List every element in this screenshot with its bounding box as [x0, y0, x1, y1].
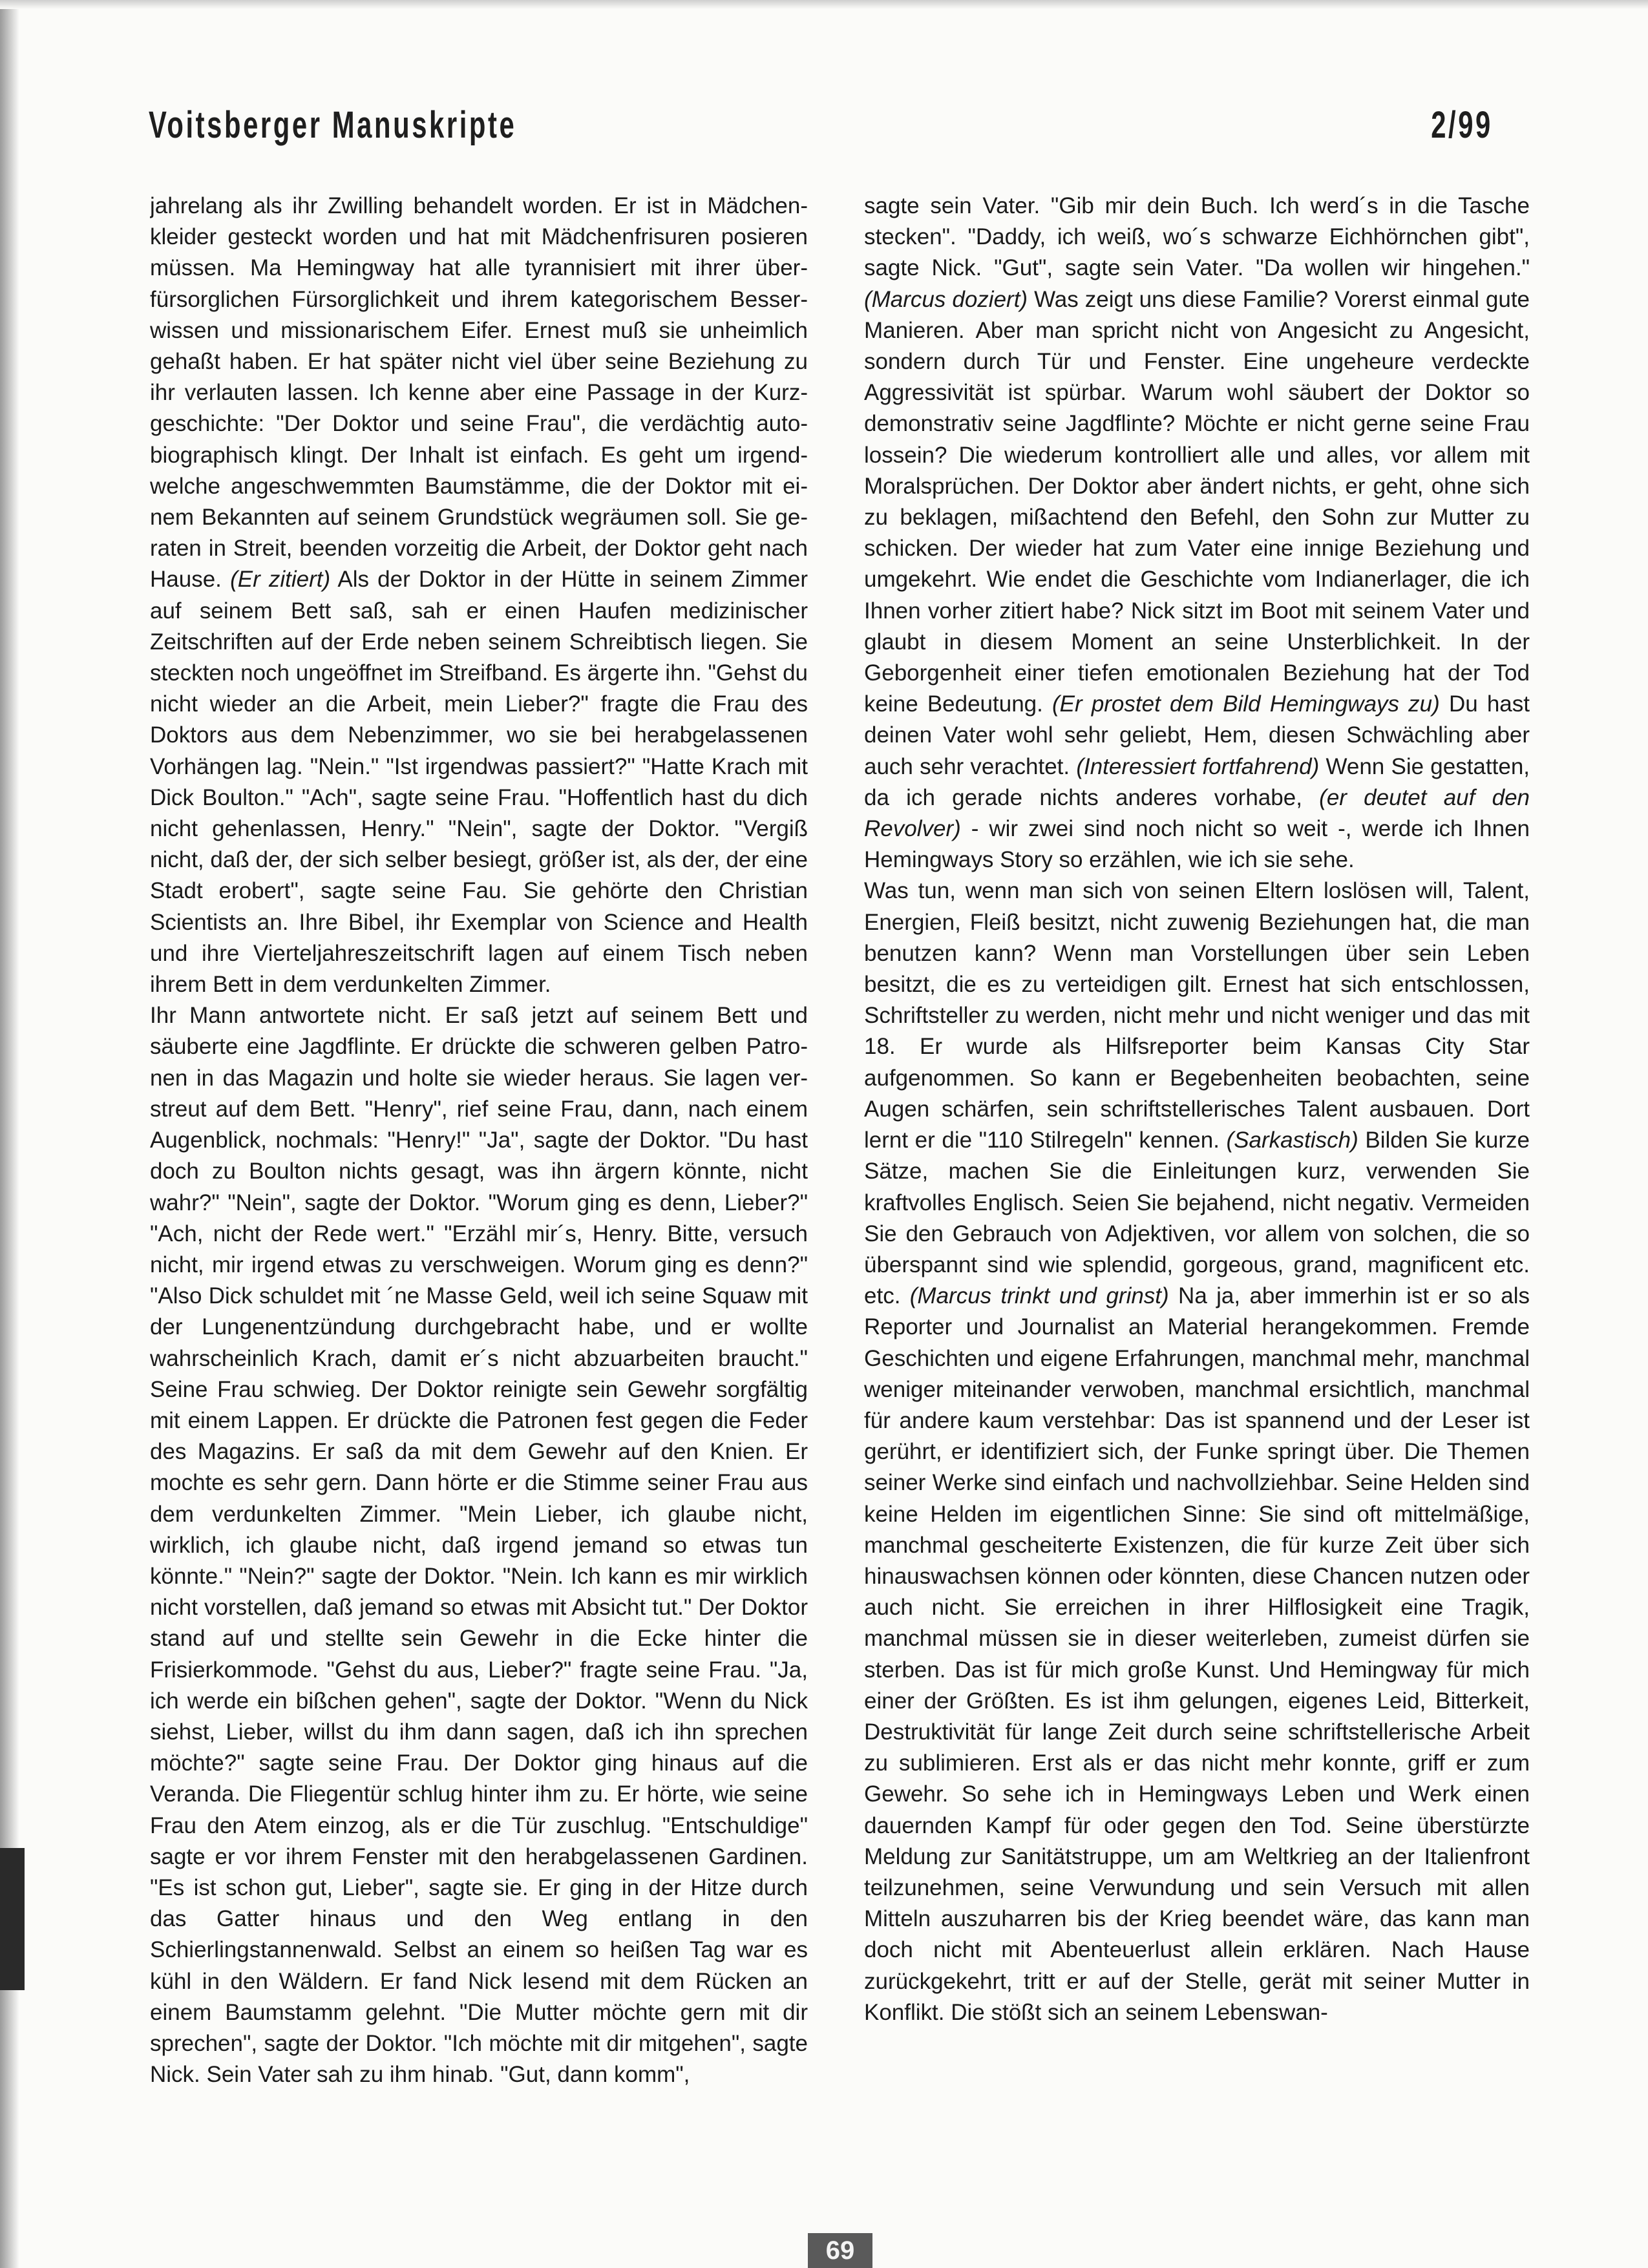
stage-direction: (Interessiert fortfahrend)	[1076, 753, 1320, 779]
stage-direction: (Er zitiert)	[230, 567, 331, 593]
text-run: Was tun, wenn man sich von seinen Eltern loslösen will, Talent, Energien, Fleiß besitzt, nicht zuwenig Beziehungen hat, die man benutzen kann? Wenn man Vorstellungen über sein Leben besitzt, die es zu verteidigen gilt. Ernest hat sich entschlossen, Schriftsteller zu werden, nicht mehr und nicht weniger und das mit 18. Er wurde als Hilfsreporter beim Kansas City Star aufgenommen. So kann er Begebenheiten beobachten, seine Augen schärfen, sein schriftstellerisches Talent ausbauen. Dort lernt er die "110 Stilregeln" kennen.	[864, 878, 1530, 1153]
stage-direction: (Marcus trinkt und grinst)	[909, 1283, 1169, 1309]
text-run: sagte sein Vater. "Gib mir dein Buch. Ich werd´s in die Tasche stecken". "Daddy, ich weiß, wo´s schwarze Eichhörnchen gibt", sagte Nick. "Gut", sagte sein Vater. "Da wollen wir hingehen."	[864, 193, 1530, 281]
paragraph	[864, 191, 1530, 876]
paragraph	[864, 876, 1530, 2028]
stage-direction: (Sarkastisch)	[1226, 1128, 1358, 1153]
page-number: 69	[825, 2236, 855, 2265]
text-run: jahrelang als ihr Zwilling behandelt worden. Er ist in Mädchenkleider gesteckt worden und hat mit Mädchenfrisuren posieren müssen. Ma Hemingway hat alle tyrannisiert mit ihrer überfürsorglichen Fürsorglichkeit und ihrem kategorischem Besserwissen und missionarischem Eifer. Ernest muß sie unheimlich gehaßt haben. Er hat später nicht viel über seine Beziehung zu ihr verlauten lassen. Ich kenne aber eine Passage in der Kurzgeschichte: "Der Doktor und seine Frau", die verdächtig autobiographisch klingt. Der Inhalt ist einfach. Es geht um irgendwelche angeschwemmten Baumstämme, die der Doktor mit einem Bekannten auf seinem Grundstück wegräumen soll. Sie geraten in Streit, beenden vorzeitig die Arbeit, der Doktor geht nach Hause.	[150, 193, 808, 593]
text-run: Als der Doktor in der Hütte in seinem Zimmer auf seinem Bett saß, sah er einen Haufen medizinischer Zeitschriften auf der Erde neben seinem Schreibtisch liegen. Sie steckten noch ungeöffnet im Streifband. Es ärgerte ihn. "Gehst du nicht wieder an die Arbeit, mein Lieber?" fragte die Frau des Doktors aus dem Nebenzimmer, wo sie bei herabgelassenen Vorhängen lag. "Nein." "Ist irgendwas passiert?" "Hatte Krach mit Dick Boulton." "Ach", sagte seine Frau. "Hoffentlich hast du dich nicht gehenlassen, Henry." "Nein", sagte der Doktor. "Vergiß nicht, daß der, der sich selber besiegt, größer ist, als der, der eine Stadt erobert", sagte seine Fau. Sie gehörte den Christian Scientists an. Ihre Bibel, ihr Exemplar von Science and Health und ihre Vierteljahreszeitschrift lagen auf einem Tisch neben ihrem Bett in dem verdunkelten Zimmer.	[150, 567, 808, 998]
issue-number: 2/99	[1431, 104, 1493, 146]
text-run: Na ja, aber immerhin ist er so als Reporter und Journalist an Material herangekommen. Fremde Geschichten und eigene Erfahrungen, manchmal mehr, manchmal weniger miteinander verwoben, manchmal ersichtlich, manchmal für andere kaum verstehbar: Das ist spannend und der Leser ist gerührt, er identifiziert sich, der Funke springt über. Die Themen seiner Werke sind einfach und nachvollziehbar. Seine Helden sind keine Helden im eigentlichen Sinne: Sie sind oft mittelmäßige, manchmal gescheiterte Existenzen, die für kurze Zeit über sich hinauswachsen können oder könnten, diese Chancen nutzen oder auch nicht. Sie erreichen in ihrer Hilflosigkeit eine Tragik, manchmal müssen sie in dieser weiterleben, zumeist dürfen sie sterben. Das ist für mich große Kunst. Und Hemingway für mich einer der Größten. Es ist ihm gelungen, eigenes Leid, Bitterkeit, Destruktivität für lange Zeit durch seine schriftstellerische Arbeit zu sublimieren. Erst als er das nicht mehr konnte, griff er zum Gewehr. So sehe ich in Hemingways Leben und Werk einen dauernden Kampf für oder gegen den Tod. Seine überstürzte Meldung zur Sanitätstruppe, um am Weltkrieg an der Italienfront teilzunehmen, seine Verwundung und sein Versuch mit allen Mitteln auszuharren bis der Krieg beendet wäre, das kann man doch nicht mit Abenteuerlust allein erklären. Nach Hause zurückgekehrt, tritt er auf der Stelle, gerät mit seiner Mutter in Konflikt. Die stößt sich an seinem Lebenswan-	[864, 1283, 1530, 2025]
journal-title: Voitsberger Manuskripte	[149, 104, 517, 146]
paragraph	[150, 191, 808, 1000]
page-number-box	[808, 2233, 872, 2268]
binding-mark	[0, 1848, 25, 1990]
text-run: Was zeigt uns diese Familie? Vorerst einmal gute Manieren. Aber man spricht nicht von Angesicht zu Angesicht, sondern durch Tür und Fenster. Eine ungeheure verdeckte Aggressivität ist spürbar. Warum wohl säubert der Doktor so demonstrativ seine Jagdflinte? Möchte er nicht gerne seine Frau lossein? Die wiederum kontrolliert alle und alles, vor allem mit Moralsprüchen. Der Doktor aber ändert nichts, er geht, ohne sich zu beklagen, mißachtend den Befehl, den Sohn zur Mutter zu schicken. Der wieder hat zum Vater eine innige Beziehung und umgekehrt. Wie endet die Geschichte vom Indianerlager, die ich Ihnen vorher zitiert habe? Nick sitzt im Boot mit seinem Vater und glaubt in diesem Moment an seine Unsterblichkeit. In der Geborgenheit einer tiefen emotionalen Beziehung hat der Tod keine Bedeutung.	[864, 286, 1530, 717]
text-run: Bilden Sie kurze Sätze, machen Sie die Einleitungen kurz, verwenden Sie kraftvolles Englisch. Seien Sie bejahend, nicht negativ. Vermeiden Sie den Gebrauch von Adjektiven, vor allem von solchen, die so überspannt sind wie splendid, gorgeous, grand, magnificent etc. etc.	[864, 1128, 1530, 1309]
stage-direction: (Marcus doziert)	[864, 286, 1028, 312]
stage-direction: (Er prostet dem Bild Hemingways zu)	[1052, 691, 1440, 717]
text-run: Du hast deinen Vater wohl sehr geliebt, Hem, diesen Schwächling aber auch sehr verachtet.	[864, 691, 1530, 779]
text-run: - wir zwei sind noch nicht so weit -, werde ich Ihnen Hemingways Story so erzählen, wie ich sie sehe.	[864, 816, 1530, 873]
page-top-edge	[0, 0, 1648, 9]
paragraph: Ihr Mann antwortete nicht. Er saß jetzt auf seinem Bett und säuberte eine Jagdflinte. Er drückte die schweren gelben Patronen in das Magazin und holte sie wieder heraus. Sie lagen verstreut auf dem Bett. "Henry", rief seine Frau, dann, nach einem Augenblick, nochmals: "Henry!" "Ja", sagte der Doktor. "Du hast doch zu Boulton nichts gesagt, was ihn ärgern könnte, nicht wahr?" "Nein", sagte der Doktor. "Worum ging es denn, Lieber?" "Ach, nicht der Rede wert." "Erzähl mir´s, Henry. Bitte, versuch nicht, mir irgend etwas zu verschweigen. Worum ging es denn?" "Also Dick schuldet mit ´ne Masse Geld, weil ich seine Squaw mit der Lungenentzündung durchgebracht habe, und er wollte wahrscheinlich Krach, damit er´s nicht abzuarbeiten braucht." Seine Frau schwieg. Der Doktor reinigte sein Gewehr sorgfältig mit einem Lappen. Er drückte die Patronen fest gegen die Feder des Magazins. Er saß da mit dem Gewehr auf den Knien. Er mochte es sehr gern. Dann hörte er die Stimme seiner Frau aus dem verdunkelten Zimmer. "Mein Lieber, ich glaube nicht, wirklich, ich glaube nicht, daß irgend jemand so etwas tun könnte." "Nein?" sagte der Doktor. "Nein. Ich kann es mir wirklich nicht vorstellen, daß jemand so etwas mit Absicht tut." Der Doktor stand auf und stellte sein Gewehr in die Ecke hinter die Frisierkommode. "Gehst du aus, Lieber?" fragte seine Frau. "Ja, ich werde ein bißchen gehen", sagte der Doktor. "Wenn du Nick siehst, Lieber, willst du ihm dann sagen, daß ich ihn sprechen möchte?" sagte seine Frau. Der Doktor ging hinaus auf die Veranda. Die Fliegentür schlug hinter ihm zu. Er hörte, wie seine Frau den Atem einzog, als er die Tür zuschlug. "Entschuldige" sagte er vor ihrem Fenster mit den herabgelassenen Gardinen. "Es ist schon gut, Lieber", sagte sie. Er ging in der Hitze durch das Gatter hinaus und den Weg entlang in den Schierlingstannenwald. Selbst an einem so heißen Tag war es kühl in den Wäldern. Er fand Nick lesend mit dem Rücken an einem Baumstamm gelehnt. "Die Mutter möchte gern mit dir sprechen", sagte der Doktor. "Ich möchte mit dir mitgehen", sagte Nick. Sein Vater sah zu ihm hinab. "Gut, dann komm",	[150, 1003, 808, 2088]
right-column	[864, 191, 1530, 2142]
left-column	[150, 191, 808, 2142]
stage-direction: (er deutet auf den Revolver)	[864, 784, 1530, 842]
text-run: Wenn Sie gestatten, da ich gerade nichts anderes vorhabe,	[864, 753, 1530, 810]
